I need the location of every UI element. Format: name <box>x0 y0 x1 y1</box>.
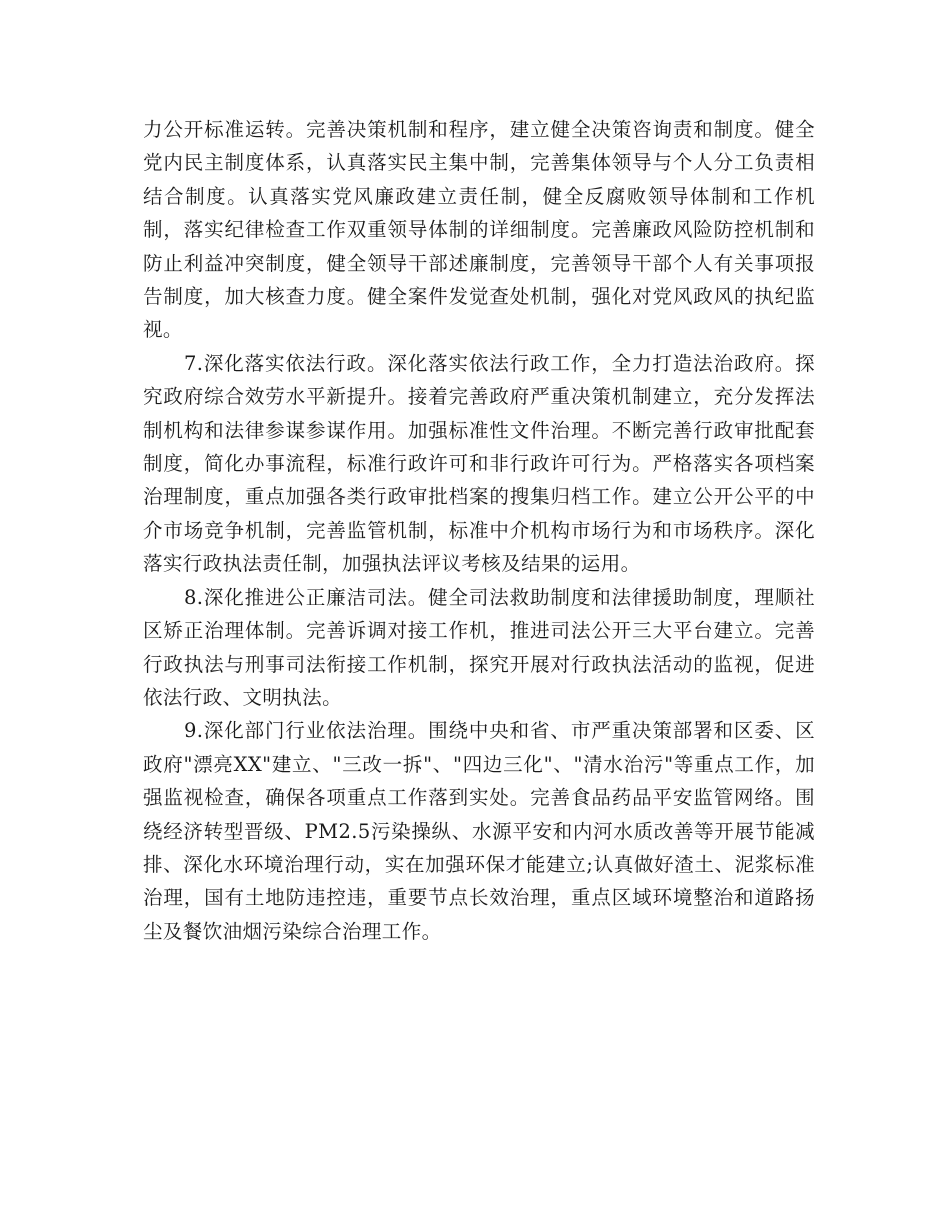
paragraph-item-9-sector-governance: 9.深化部门行业依法治理。围绕中央和省、市严重决策部署和区委、区政府"漂亮XX"建立、"三改一拆"、"四边三化"、"清水治污"等重点工作，加强监视检查，确保各项重点工作落到实处。完善食品药品平安监管网络。围绕经济转型晋级、PM2.5污染操纵、水源平安和内河水质改善等开展节能减排、深化水环境治理行动，实在加强环保才能建立;认真做好渣土、泥浆标准治理，国有土地防违控违，重要节点长效治理，重点区域环境整治和道路扬尘及餐饮油烟污染综合治理工作。 <box>143 719 815 943</box>
paragraph-item-7-law-based-administration: 7.深化落实依法行政。深化落实依法行政工作，全力打造法治政府。探究政府综合效劳水平新提升。接着完善政府严重决策机制建立，充分发挥法制机构和法律参谋参谋作用。加强标准性文件治理。不断完善行政审批配套制度，简化办事流程，标准行政许可和非行政许可行为。严格落实各项档案治理制度，重点加强各类行政审批档案的搜集归档工作。建立公开公平的中介市场竞争机制，完善监管机制，标准中介机构市场行为和市场秩序。深化落实行政执法责任制，加强执法评议考核及结果的运用。 <box>143 351 815 576</box>
document-body <box>143 113 815 948</box>
paragraph-item-8-judicial-justice: 8.深化推进公正廉洁司法。健全司法救助制度和法律援助制度，理顺社区矫正治理体制。完善诉调对接工作机，推进司法公开三大平台建立。完善行政执法与刑事司法衔接工作机制，探究开展对行政执法活动的监视，促进依法行政、文明执法。 <box>143 585 815 709</box>
paragraph-party-governance: 力公开标准运转。完善决策机制和程序，建立健全决策咨询责和制度。健全党内民主制度体系，认真落实民主集中制，完善集体领导与个人分工负责相结合制度。认真落实党风廉政建立责任制，健全反腐败领导体制和工作机制，落实纪律检查工作双重领导体制的详细制度。完善廉政风险防控机制和防止利益冲突制度，健全领导干部述廉制度，完善领导干部个人有关事项报告制度，加大核查力度。健全案件发觉查处机制，强化对党风政风的执纪监视。 <box>143 118 815 342</box>
